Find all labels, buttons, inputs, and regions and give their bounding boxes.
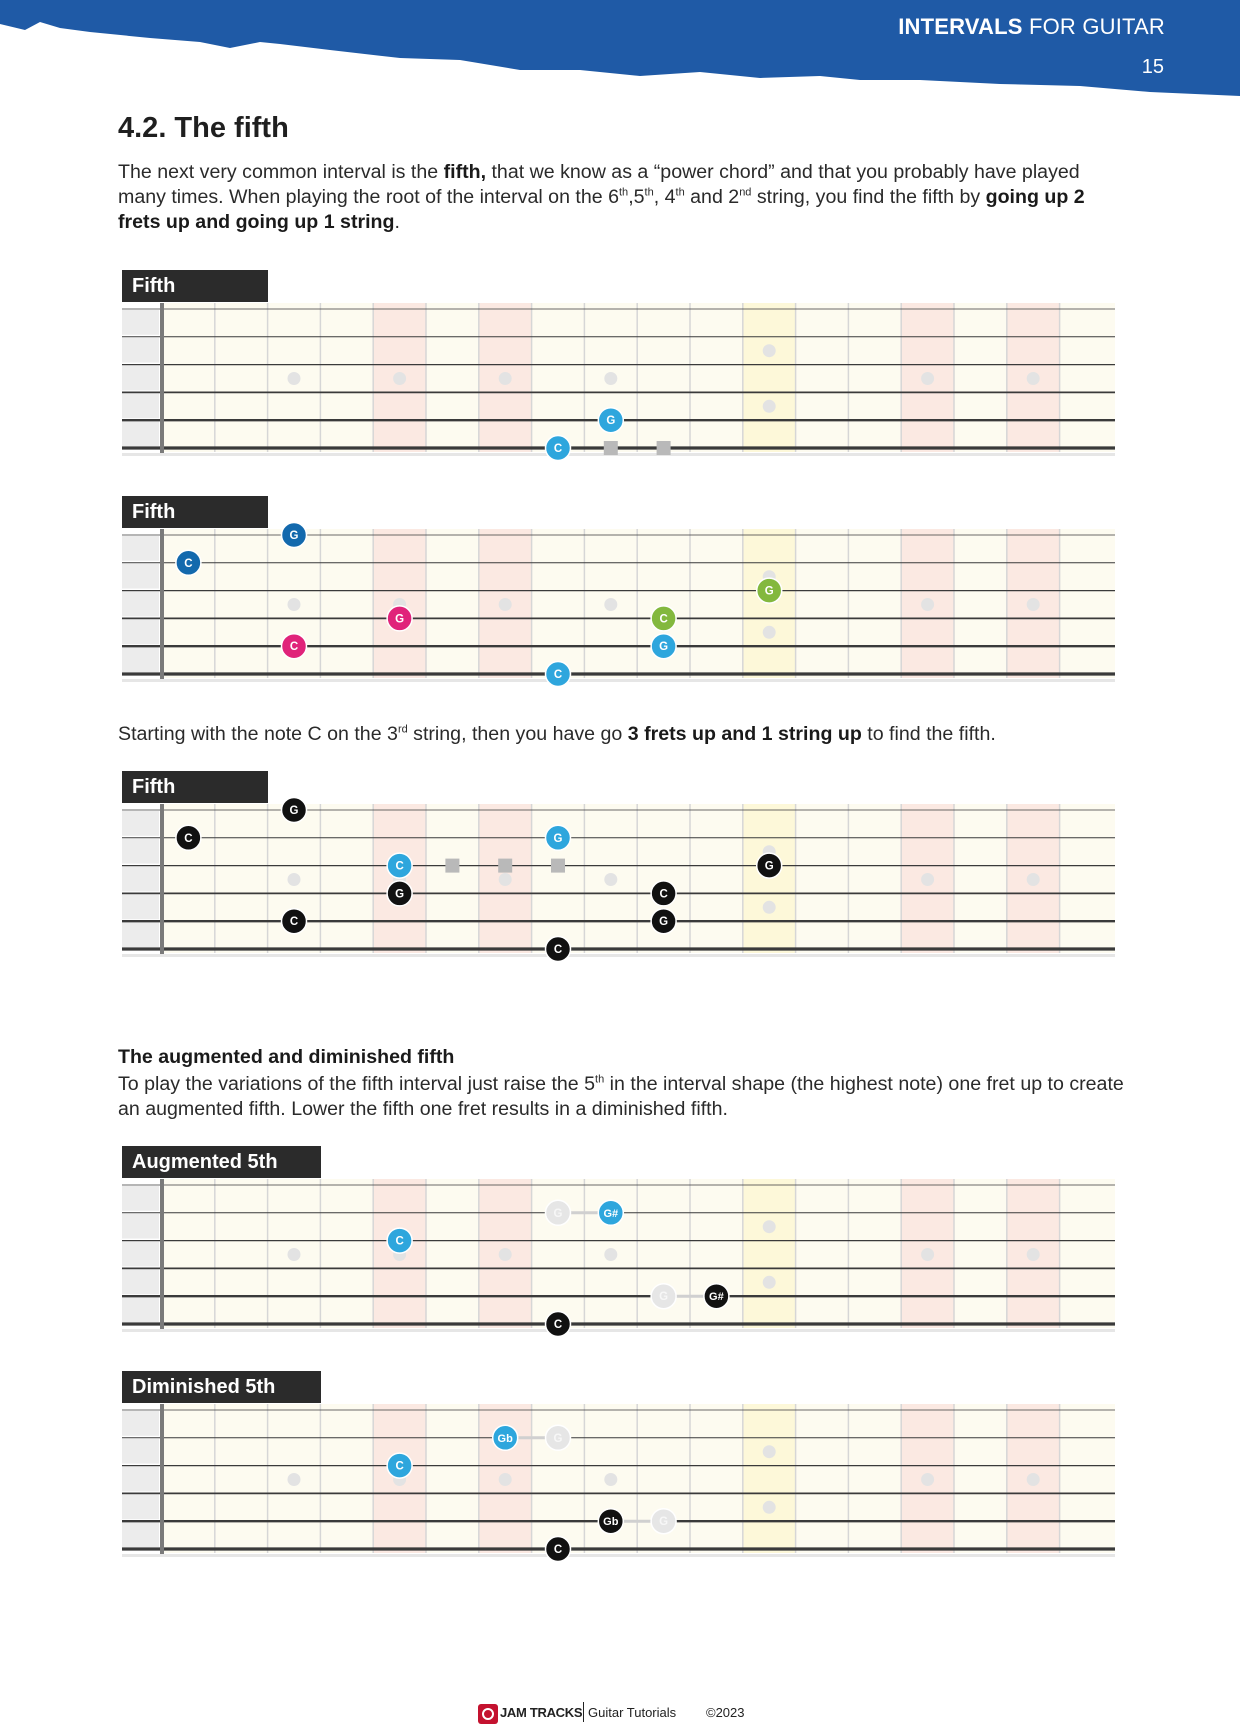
note-marker bbox=[598, 408, 623, 433]
fretboard-diagram bbox=[0, 1371, 1240, 1571]
inlay-dot bbox=[921, 1473, 934, 1486]
paragraph-text: to find the fifth. bbox=[861, 723, 996, 745]
inlay-dot bbox=[499, 1248, 512, 1261]
path-marker bbox=[445, 859, 459, 873]
open-string-cell bbox=[122, 647, 159, 672]
inlay-dot bbox=[604, 1473, 617, 1486]
footer-brand: JAM TRACKS bbox=[500, 1705, 583, 1720]
inlay-dot bbox=[1027, 598, 1040, 611]
fretboard-diagram bbox=[0, 1146, 1240, 1346]
inlay-dot bbox=[288, 873, 301, 886]
inlay-dot bbox=[499, 873, 512, 886]
fret-highlight bbox=[743, 1179, 796, 1328]
fretboard-diagram bbox=[0, 270, 1240, 470]
note-label: G# bbox=[709, 1291, 724, 1304]
intro-sup: th bbox=[644, 186, 654, 199]
inlay-dot bbox=[288, 1248, 301, 1261]
open-string-cell bbox=[122, 922, 159, 947]
intro-bold: fifth, bbox=[443, 161, 487, 183]
fretboard-edge bbox=[122, 679, 1115, 682]
open-string-cell bbox=[122, 1186, 159, 1211]
inlay-dot bbox=[499, 598, 512, 611]
note-marker bbox=[546, 662, 571, 687]
paragraph-text: To play the variations of the fifth interval just raise the 5 bbox=[118, 1073, 596, 1095]
note-marker bbox=[651, 1509, 676, 1534]
path-marker bbox=[604, 441, 618, 455]
fretboard-edge bbox=[122, 1329, 1115, 1332]
fretboard bbox=[0, 270, 1240, 470]
open-string-cell bbox=[122, 338, 159, 363]
inlay-dot bbox=[393, 372, 406, 385]
open-string-cell bbox=[122, 619, 159, 644]
intro-text: The next very common interval is the bbox=[118, 161, 444, 183]
note-marker bbox=[546, 1537, 571, 1562]
intro-sup: th bbox=[675, 186, 685, 199]
note-marker bbox=[493, 1425, 518, 1450]
note-marker bbox=[757, 578, 782, 603]
footer-tagline: Guitar Tutorials bbox=[588, 1705, 677, 1720]
note-label: C bbox=[395, 1235, 404, 1248]
header-title-bold: INTERVALS bbox=[898, 14, 1023, 39]
open-string-cell bbox=[122, 1411, 159, 1436]
fretboard-background bbox=[162, 529, 1115, 678]
fretboard-background bbox=[162, 1404, 1115, 1553]
inlay-dot bbox=[604, 598, 617, 611]
fret-highlight bbox=[743, 303, 796, 452]
diagram-label: Fifth bbox=[122, 270, 268, 302]
note-marker bbox=[546, 825, 571, 850]
inlay-dot bbox=[288, 598, 301, 611]
note-label: C bbox=[659, 613, 668, 626]
fretboard-background bbox=[162, 303, 1115, 452]
note-marker bbox=[651, 881, 676, 906]
paragraph-text: string, then you have go bbox=[407, 723, 628, 745]
diagram-label: Fifth bbox=[122, 771, 268, 803]
intro-sup: nd bbox=[739, 186, 752, 199]
note-label: G bbox=[764, 860, 774, 873]
inlay-dot bbox=[763, 901, 776, 914]
inlay-dot bbox=[1027, 873, 1040, 886]
note-marker bbox=[282, 909, 307, 934]
open-string-cell bbox=[122, 1522, 159, 1547]
note-marker bbox=[176, 550, 201, 575]
paragraph-text: Starting with the note C on the 3 bbox=[118, 723, 398, 745]
note-marker bbox=[387, 853, 412, 878]
open-string-cell bbox=[122, 1242, 159, 1267]
fretboard bbox=[0, 496, 1240, 696]
paragraph-bold: 3 frets up and 1 string up bbox=[627, 723, 862, 745]
inlay-dot bbox=[288, 372, 301, 385]
open-string-cell bbox=[122, 1214, 159, 1239]
fretboard bbox=[0, 1371, 1240, 1571]
note-label: G bbox=[659, 916, 669, 929]
intro-text: and 2 bbox=[684, 186, 740, 208]
footer-divider bbox=[583, 1702, 584, 1722]
fretboard-edge bbox=[122, 954, 1115, 957]
note-label: G bbox=[659, 1516, 669, 1529]
intro-bold: going up 2 frets up and going up 1 string bbox=[118, 186, 1085, 233]
paragraph-sup: rd bbox=[397, 723, 408, 736]
note-marker bbox=[282, 798, 307, 823]
inlay-dot bbox=[921, 873, 934, 886]
inlay-dot bbox=[1027, 1473, 1040, 1486]
note-label: C bbox=[289, 641, 299, 654]
path-marker bbox=[657, 441, 671, 455]
note-label: G bbox=[553, 1207, 563, 1220]
fretboard-diagram bbox=[0, 771, 1240, 971]
open-string-cell bbox=[122, 1494, 159, 1519]
note-label: C bbox=[553, 669, 563, 681]
paragraph-sup: th bbox=[595, 1073, 605, 1086]
inlay-dot bbox=[288, 1473, 301, 1486]
note-marker bbox=[546, 1425, 571, 1450]
intro-text: ,5 bbox=[628, 186, 645, 208]
note-marker bbox=[282, 523, 307, 548]
note-label: C bbox=[659, 888, 668, 901]
note-label: Gb bbox=[603, 1516, 619, 1529]
inlay-dot bbox=[763, 1220, 776, 1233]
fret-highlight bbox=[743, 1404, 796, 1553]
note-label: G bbox=[606, 415, 616, 428]
note-label: C bbox=[553, 1319, 563, 1331]
note-label: G bbox=[553, 832, 563, 845]
header-title-rest: FOR GUITAR bbox=[1022, 14, 1165, 39]
paragraph-text: in the interval shape (the highest note) one fret up to create an augmented fifth. Lower the fifth one fret results in a diminished fifth. bbox=[118, 1073, 1124, 1120]
inlay-dot bbox=[921, 1248, 934, 1261]
note-marker bbox=[282, 634, 307, 659]
intro-paragraph bbox=[118, 160, 1128, 235]
inlay-dot bbox=[604, 873, 617, 886]
note-marker bbox=[598, 1200, 623, 1225]
note-label: C bbox=[553, 944, 563, 956]
fretboard bbox=[0, 1146, 1240, 1346]
note-label: C bbox=[289, 916, 299, 929]
note-marker bbox=[704, 1284, 729, 1309]
note-label: C bbox=[553, 1544, 563, 1556]
third-string-paragraph bbox=[118, 722, 1128, 747]
aug-dim-paragraph bbox=[118, 1072, 1128, 1122]
note-marker bbox=[387, 606, 412, 631]
note-marker bbox=[387, 1453, 412, 1478]
fretboard-edge bbox=[122, 453, 1115, 456]
note-label: G bbox=[764, 585, 774, 598]
path-marker bbox=[551, 859, 565, 873]
inlay-dot bbox=[604, 372, 617, 385]
fretboard bbox=[0, 771, 1240, 971]
open-string-cell bbox=[122, 811, 159, 836]
note-marker bbox=[757, 853, 782, 878]
inlay-dot bbox=[763, 400, 776, 413]
note-label: C bbox=[553, 443, 563, 455]
diagram-label: Fifth bbox=[122, 496, 268, 528]
page-number: 15 bbox=[1141, 56, 1164, 78]
note-marker bbox=[651, 1284, 676, 1309]
aug-dim-heading: The augmented and diminished fifth bbox=[118, 1046, 455, 1068]
intro-sup: th bbox=[619, 186, 629, 199]
fretboard-edge bbox=[122, 1554, 1115, 1557]
note-label: Gb bbox=[497, 1432, 513, 1445]
fretboard-background bbox=[162, 804, 1115, 953]
open-string-cell bbox=[122, 1467, 159, 1492]
note-marker bbox=[546, 436, 571, 461]
open-string-cell bbox=[122, 421, 159, 446]
note-marker bbox=[651, 634, 676, 659]
note-label: G bbox=[289, 805, 299, 817]
note-marker bbox=[546, 1312, 571, 1337]
note-label: G bbox=[395, 613, 405, 626]
fretboard-diagram bbox=[0, 496, 1240, 696]
open-string-cell bbox=[122, 564, 159, 589]
open-string-cell bbox=[122, 867, 159, 892]
inlay-dot bbox=[921, 598, 934, 611]
inlay-dot bbox=[763, 1501, 776, 1514]
note-marker bbox=[651, 606, 676, 631]
inlay-dot bbox=[763, 626, 776, 639]
open-string-cell bbox=[122, 592, 159, 617]
note-label: G# bbox=[603, 1207, 619, 1220]
intro-text: that we know as a “power chord” and that you probably have played many times. When playing the root of the interval on the 6 bbox=[118, 161, 1080, 208]
note-marker bbox=[387, 1228, 412, 1253]
open-string-cell bbox=[122, 839, 159, 864]
open-string-cell bbox=[122, 1297, 159, 1322]
note-marker bbox=[651, 909, 676, 934]
note-label: G bbox=[659, 1291, 669, 1304]
inlay-dot bbox=[499, 1473, 512, 1486]
note-marker bbox=[546, 937, 571, 962]
inlay-dot bbox=[1027, 1248, 1040, 1261]
inlay-dot bbox=[763, 344, 776, 357]
diagram-label: Diminished 5th bbox=[122, 1371, 321, 1403]
inlay-dot bbox=[604, 1248, 617, 1261]
note-label: G bbox=[395, 888, 405, 901]
path-marker bbox=[498, 859, 512, 873]
open-string-cell bbox=[122, 393, 159, 418]
open-string-cell bbox=[122, 1269, 159, 1294]
inlay-dot bbox=[763, 1445, 776, 1458]
note-label: G bbox=[659, 641, 669, 654]
open-string-cell bbox=[122, 1439, 159, 1464]
inlay-dot bbox=[1027, 372, 1040, 385]
intro-text: string, you find the fifth by bbox=[751, 186, 986, 208]
open-string-cell bbox=[122, 536, 159, 561]
footer-copyright: ©2023 bbox=[706, 1705, 745, 1720]
note-marker bbox=[598, 1509, 623, 1534]
note-marker bbox=[176, 825, 201, 850]
inlay-dot bbox=[921, 372, 934, 385]
header-title bbox=[898, 14, 1165, 40]
note-marker bbox=[546, 1200, 571, 1225]
note-label: C bbox=[184, 832, 193, 845]
diagram-label: Augmented 5th bbox=[122, 1146, 321, 1178]
jam-tracks-logo-icon bbox=[478, 1704, 498, 1724]
open-string-cell bbox=[122, 894, 159, 919]
inlay-dot bbox=[763, 1276, 776, 1289]
note-marker bbox=[387, 881, 412, 906]
section-title: 4.2. The fifth bbox=[118, 112, 289, 144]
fretboard-background bbox=[162, 1179, 1115, 1328]
inlay-dot bbox=[499, 372, 512, 385]
note-label: C bbox=[184, 557, 193, 570]
open-string-cell bbox=[122, 310, 159, 335]
note-label: G bbox=[289, 530, 299, 542]
intro-text: . bbox=[394, 211, 400, 233]
note-label: G bbox=[553, 1432, 563, 1445]
note-label: C bbox=[395, 860, 404, 873]
intro-text: , 4 bbox=[653, 186, 676, 208]
open-string-cell bbox=[122, 366, 159, 391]
note-label: C bbox=[395, 1460, 404, 1473]
